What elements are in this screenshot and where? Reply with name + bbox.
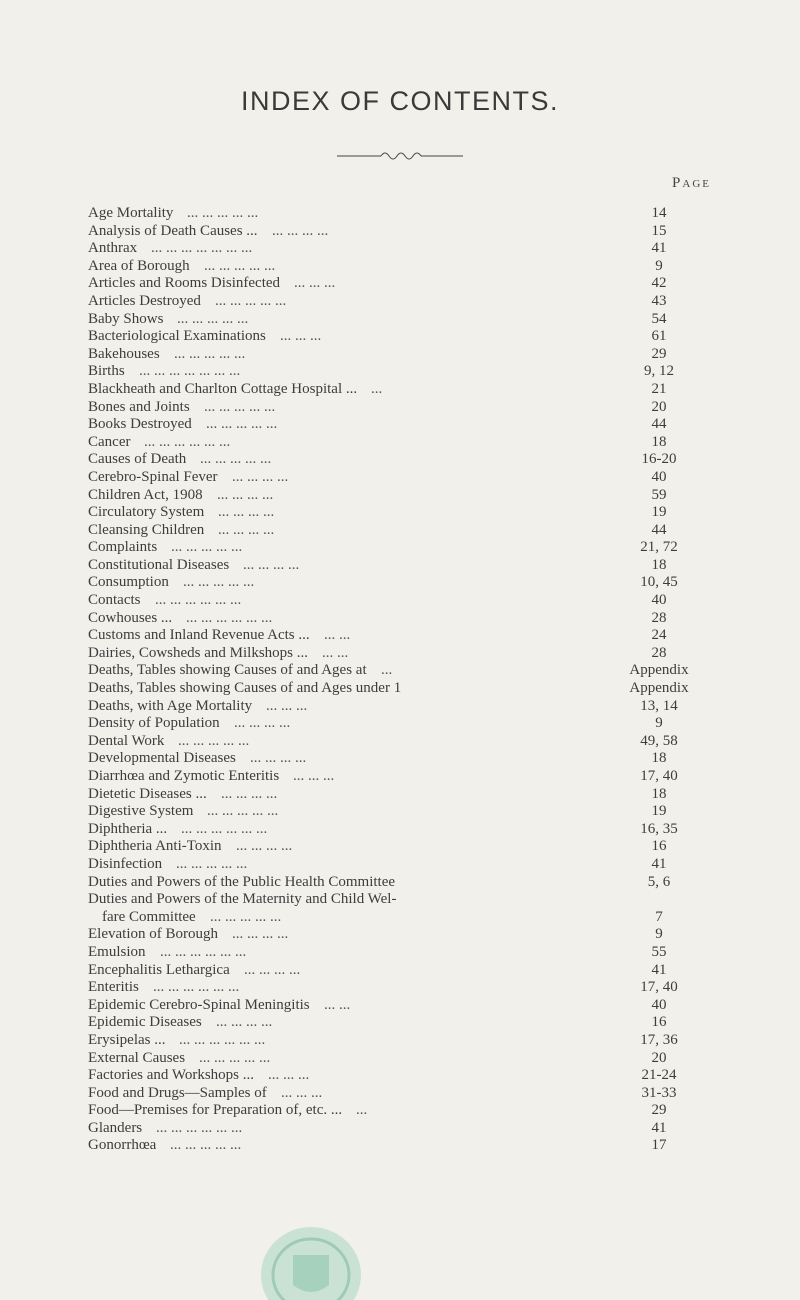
- entry-label: Cleansing Children: [88, 521, 205, 538]
- entry-label: Circulatory System: [88, 504, 205, 521]
- index-entry: [88, 592, 712, 610]
- entry-page-number: 18: [651, 433, 667, 450]
- entry-page-number: 41: [651, 961, 667, 978]
- index-entry: [88, 944, 712, 962]
- entry-label: Blackheath and Charlton Cottage Hospital ...: [88, 380, 358, 397]
- entry-page-number: Appendix: [629, 680, 689, 697]
- index-entry: [88, 416, 712, 434]
- index-entry: [88, 698, 712, 716]
- entry-leader-dots: ... ... ... ... ...: [204, 398, 276, 415]
- entry-label: Food and Drugs—Samples of: [88, 1084, 267, 1101]
- entry-leader-dots: ... ... ... ... ...: [178, 732, 250, 749]
- index-entry: [88, 909, 712, 927]
- entry-label: Age Mortality: [88, 205, 174, 221]
- entry-label: Epidemic Cerebro-Spinal Meningitis: [88, 996, 310, 1013]
- entry-label: Baby Shows: [88, 310, 164, 327]
- entry-page-number: 29: [651, 345, 667, 362]
- entry-page-number: 19: [651, 504, 667, 521]
- entry-page-number: 54: [651, 310, 667, 327]
- entry-page-number: 40: [651, 592, 667, 609]
- entry-page-number: 43: [651, 292, 667, 309]
- entry-leader-dots: ... ... ...: [268, 1067, 310, 1084]
- index-entry: [88, 803, 712, 821]
- entry-page-number: 7: [655, 908, 663, 925]
- index-entry: [88, 997, 712, 1015]
- entry-label: Bakehouses: [88, 345, 160, 362]
- entry-leader-dots: ... ... ... ...: [216, 1014, 273, 1031]
- index-entry: [88, 821, 712, 839]
- entry-page-number: 16: [651, 1014, 667, 1031]
- entry-page-number: 9: [655, 257, 663, 274]
- entry-label: Cerebro-Spinal Fever: [88, 468, 218, 485]
- entry-leader-dots: ... ...: [322, 644, 349, 661]
- entry-page-number: 42: [651, 275, 667, 292]
- entry-leader-dots: ... ... ... ...: [272, 222, 329, 239]
- index-entry: [88, 223, 712, 241]
- entry-leader-dots: ... ... ... ...: [218, 504, 275, 521]
- entry-label: Complaints: [88, 539, 158, 556]
- entry-page-number: Appendix: [629, 662, 689, 679]
- entry-label: Causes of Death: [88, 451, 187, 468]
- entry-page-number: 44: [651, 416, 667, 433]
- entry-page-number: 40: [651, 468, 667, 485]
- index-entry: [88, 891, 712, 909]
- library-stamp: [258, 1215, 364, 1300]
- entry-page-number: 20: [651, 1049, 667, 1066]
- entry-page-number: 31-33: [641, 1084, 677, 1101]
- entry-label: Articles and Rooms Disinfected: [88, 275, 281, 292]
- entry-page-number: 61: [651, 328, 667, 345]
- entry-page-number: 17: [651, 1137, 667, 1154]
- index-entry: [88, 1067, 712, 1085]
- entry-label: Analysis of Death Causes ...: [88, 222, 258, 239]
- entry-label: Constitutional Diseases: [88, 556, 230, 573]
- entry-page-number: 40: [651, 996, 667, 1013]
- entry-page-number: 18: [651, 750, 667, 767]
- entry-label: Encephalitis Lethargica: [88, 961, 230, 978]
- entry-leader-dots: ... ... ... ...: [244, 961, 301, 978]
- entry-label: Developmental Diseases: [88, 750, 236, 767]
- entry-label: Diphtheria Anti-Toxin: [88, 838, 222, 855]
- entry-page-number: 17, 36: [640, 1031, 678, 1048]
- index-entry: [88, 346, 712, 364]
- entry-label: Glanders: [88, 1119, 143, 1136]
- index-entry: [88, 680, 712, 698]
- entry-leader-dots: ... ... ... ... ... ...: [181, 820, 268, 837]
- entry-leader-dots: ... ... ... ... ...: [176, 855, 248, 872]
- entry-page-number: 21: [651, 380, 667, 397]
- entry-label: Epidemic Diseases: [88, 1014, 202, 1031]
- index-entry: [88, 258, 712, 276]
- index-entry: [88, 363, 712, 381]
- index-entry: [88, 1085, 712, 1103]
- index-entry: [88, 750, 712, 768]
- entry-label: Consumption: [88, 574, 169, 591]
- entry-page-number: 49, 58: [640, 732, 678, 749]
- entry-label: Digestive System: [88, 803, 194, 820]
- entry-leader-dots: ... ... ... ...: [243, 556, 300, 573]
- entry-leader-dots: ... ... ... ...: [217, 486, 274, 503]
- entry-label: Deaths, Tables showing Causes of and Ages under 1: [88, 680, 402, 697]
- entry-leader-dots: ... ... ... ...: [234, 715, 291, 732]
- entry-leader-dots: ...: [356, 1102, 368, 1119]
- entry-label: Contacts: [88, 592, 141, 609]
- entry-label: Diarrhœa and Zymotic Enteritis: [88, 768, 280, 784]
- entry-leader-dots: ... ... ...: [281, 1084, 323, 1101]
- entry-leader-dots: ...: [371, 380, 383, 397]
- entry-leader-dots: ... ... ...: [280, 328, 322, 345]
- entry-leader-dots: ... ... ... ... ... ...: [155, 592, 242, 609]
- entry-page-number: 9, 12: [644, 363, 674, 380]
- entry-leader-dots: ... ... ... ...: [221, 785, 278, 802]
- entry-label: Deaths, Tables showing Causes of and Ages at: [88, 662, 367, 679]
- index-entry: [88, 240, 712, 258]
- entry-page-number: 44: [651, 521, 667, 538]
- entry-leader-dots: ... ... ... ... ...: [183, 574, 255, 591]
- index-entry: [88, 574, 712, 592]
- index-entry: [88, 434, 712, 452]
- entry-leader-dots: ... ... ... ... ... ... ...: [139, 363, 241, 380]
- entry-label: Customs and Inland Revenue Acts ...: [88, 627, 310, 644]
- entry-label: Articles Destroyed: [88, 292, 201, 309]
- index-entry: [88, 856, 712, 874]
- entry-leader-dots: ... ... ... ... ...: [174, 345, 246, 362]
- entry-page-number: 41: [651, 855, 667, 872]
- entry-label: Density of Population: [88, 715, 220, 732]
- entry-leader-dots: ... ... ... ... ...: [170, 1137, 242, 1154]
- index-entry: [88, 381, 712, 399]
- entry-page-number: 21-24: [641, 1067, 677, 1084]
- entry-label: Duties and Powers of the Public Health Committee: [88, 873, 396, 890]
- entry-leader-dots: ... ... ... ... ... ... ...: [151, 240, 253, 257]
- entry-page-number: 17, 40: [640, 979, 678, 996]
- entry-leader-dots: ... ... ... ...: [236, 838, 293, 855]
- entry-label: Area of Borough: [88, 257, 190, 274]
- index-entry: [88, 1102, 712, 1120]
- entry-label: Enteritis: [88, 979, 139, 996]
- entry-label: Dental Work: [88, 732, 165, 749]
- index-entry: [88, 451, 712, 469]
- page-column-header: Page: [672, 175, 711, 191]
- entry-page-number: 17, 40: [640, 768, 678, 784]
- entry-leader-dots: ... ... ... ... ... ...: [156, 1119, 243, 1136]
- entry-label: Children Act, 1908: [88, 486, 203, 503]
- entry-label: Dairies, Cowsheds and Milkshops ...: [88, 644, 308, 661]
- index-entry: [88, 627, 712, 645]
- entry-leader-dots: ... ... ... ... ...: [177, 310, 249, 327]
- entry-leader-dots: ... ... ... ... ... ...: [179, 1031, 266, 1048]
- entry-page-number: 5, 6: [647, 873, 671, 890]
- index-entry: [88, 275, 712, 293]
- entry-page-number: 15: [651, 222, 667, 239]
- entry-leader-dots: ... ... ... ... ... ...: [153, 979, 240, 996]
- entry-leader-dots: ...: [381, 662, 393, 679]
- entry-label: Diphtheria ...: [88, 820, 168, 837]
- entry-page-number: 9: [655, 715, 663, 732]
- entry-label: Duties and Powers of the Maternity and Child Wel-: [88, 891, 397, 908]
- entry-label: Books Destroyed: [88, 416, 192, 433]
- entry-leader-dots: ... ... ... ... ...: [206, 416, 278, 433]
- entry-leader-dots: ... ... ... ...: [232, 468, 289, 485]
- index-entry: [88, 786, 712, 804]
- entry-leader-dots: ... ... ...: [266, 697, 308, 714]
- entry-label: Elevation of Borough: [88, 926, 218, 943]
- entry-label: External Causes: [88, 1049, 186, 1066]
- index-entry: [88, 733, 712, 751]
- index-entry: [88, 715, 712, 733]
- entry-page-number: 10, 45: [640, 574, 678, 591]
- index-entry: [88, 328, 712, 346]
- index-entry: [88, 768, 712, 786]
- entry-leader-dots: ... ... ... ...: [218, 521, 275, 538]
- entry-page-number: 16-20: [641, 451, 677, 468]
- entry-label: Cowhouses ...: [88, 609, 173, 626]
- entry-page-number: 18: [651, 785, 667, 802]
- entry-leader-dots: ... ...: [324, 627, 351, 644]
- index-entry: [88, 662, 712, 680]
- index-entry: [88, 539, 712, 557]
- entry-label: Bacteriological Examinations: [88, 328, 266, 345]
- entry-page-number: 28: [651, 609, 667, 626]
- entry-leader-dots: ... ... ...: [294, 275, 336, 292]
- index-entry: [88, 399, 712, 417]
- ornament-divider: [335, 148, 465, 162]
- index-entry: [88, 962, 712, 980]
- entry-label: Deaths, with Age Mortality: [88, 697, 253, 714]
- entry-leader-dots: ... ... ... ... ... ...: [160, 943, 247, 960]
- page-title: INDEX OF CONTENTS.: [240, 86, 559, 116]
- index-entry: [88, 926, 712, 944]
- index-entries: [88, 205, 712, 1155]
- entry-label: Anthrax: [88, 240, 138, 257]
- entry-page-number: 59: [651, 486, 667, 503]
- entry-leader-dots: ... ... ...: [293, 768, 335, 784]
- entry-leader-dots: ... ... ... ... ...: [215, 292, 287, 309]
- entry-page-number: 18: [651, 556, 667, 573]
- index-entry: [88, 874, 712, 892]
- entry-label: Disinfection: [88, 855, 163, 872]
- index-entry: [88, 311, 712, 329]
- entry-label: Births: [88, 363, 125, 380]
- entry-label: Food—Premises for Preparation of, etc. ...: [88, 1102, 343, 1119]
- index-entry: [88, 838, 712, 856]
- index-entry: [88, 504, 712, 522]
- entry-page-number: 13, 14: [640, 697, 678, 714]
- entry-leader-dots: ... ... ... ... ...: [210, 908, 282, 925]
- index-entry: [88, 645, 712, 663]
- entry-leader-dots: ... ... ... ... ...: [200, 451, 272, 468]
- entry-label: fare Committee: [102, 908, 196, 925]
- entry-page-number: 29: [651, 1102, 667, 1119]
- entry-leader-dots: ... ... ... ... ... ...: [144, 433, 231, 450]
- index-entry: [88, 979, 712, 997]
- entry-leader-dots: ... ...: [324, 996, 351, 1013]
- entry-page-number: 20: [651, 398, 667, 415]
- entry-leader-dots: ... ... ... ...: [250, 750, 307, 767]
- entry-leader-dots: ... ... ... ... ...: [207, 803, 279, 820]
- index-entry: [88, 1137, 712, 1155]
- entry-page-number: 16, 35: [640, 820, 678, 837]
- entry-page-number: 41: [651, 1119, 667, 1136]
- entry-label: Gonorrhœa: [88, 1137, 157, 1154]
- entry-label: Emulsion: [88, 943, 146, 960]
- index-entry: [88, 1032, 712, 1050]
- entry-page-number: 28: [651, 644, 667, 661]
- index-entry: [88, 1014, 712, 1032]
- index-entry: [88, 469, 712, 487]
- index-entry: [88, 1120, 712, 1138]
- entry-page-number: 24: [651, 627, 667, 644]
- index-entry: [88, 487, 712, 505]
- entry-leader-dots: ... ... ... ... ...: [171, 539, 243, 556]
- entry-label: Erysipelas ...: [88, 1031, 166, 1048]
- entry-label: Cancer: [88, 433, 131, 450]
- entry-page-number: 14: [651, 205, 667, 221]
- entry-page-number: 55: [651, 943, 667, 960]
- entry-page-number: 9: [655, 926, 663, 943]
- entry-page-number: 41: [651, 240, 667, 257]
- entry-page-number: 16: [651, 838, 667, 855]
- index-entry: [88, 522, 712, 540]
- index-entry: [88, 610, 712, 628]
- entry-page-number: 21, 72: [640, 539, 678, 556]
- index-entry: [88, 293, 712, 311]
- entry-leader-dots: ... ... ... ...: [232, 926, 289, 943]
- entry-label: Factories and Workshops ...: [88, 1067, 254, 1084]
- entry-label: Bones and Joints: [88, 398, 190, 415]
- entry-page-number: 19: [651, 803, 667, 820]
- entry-leader-dots: ... ... ... ... ... ...: [186, 609, 273, 626]
- entry-leader-dots: ... ... ... ... ...: [199, 1049, 271, 1066]
- index-entry: [88, 1050, 712, 1068]
- index-entry: [88, 205, 712, 223]
- index-entry: [88, 557, 712, 575]
- entry-label: Dietetic Diseases ...: [88, 785, 207, 802]
- entry-leader-dots: ... ... ... ... ...: [187, 205, 259, 221]
- entry-leader-dots: ... ... ... ... ...: [204, 257, 276, 274]
